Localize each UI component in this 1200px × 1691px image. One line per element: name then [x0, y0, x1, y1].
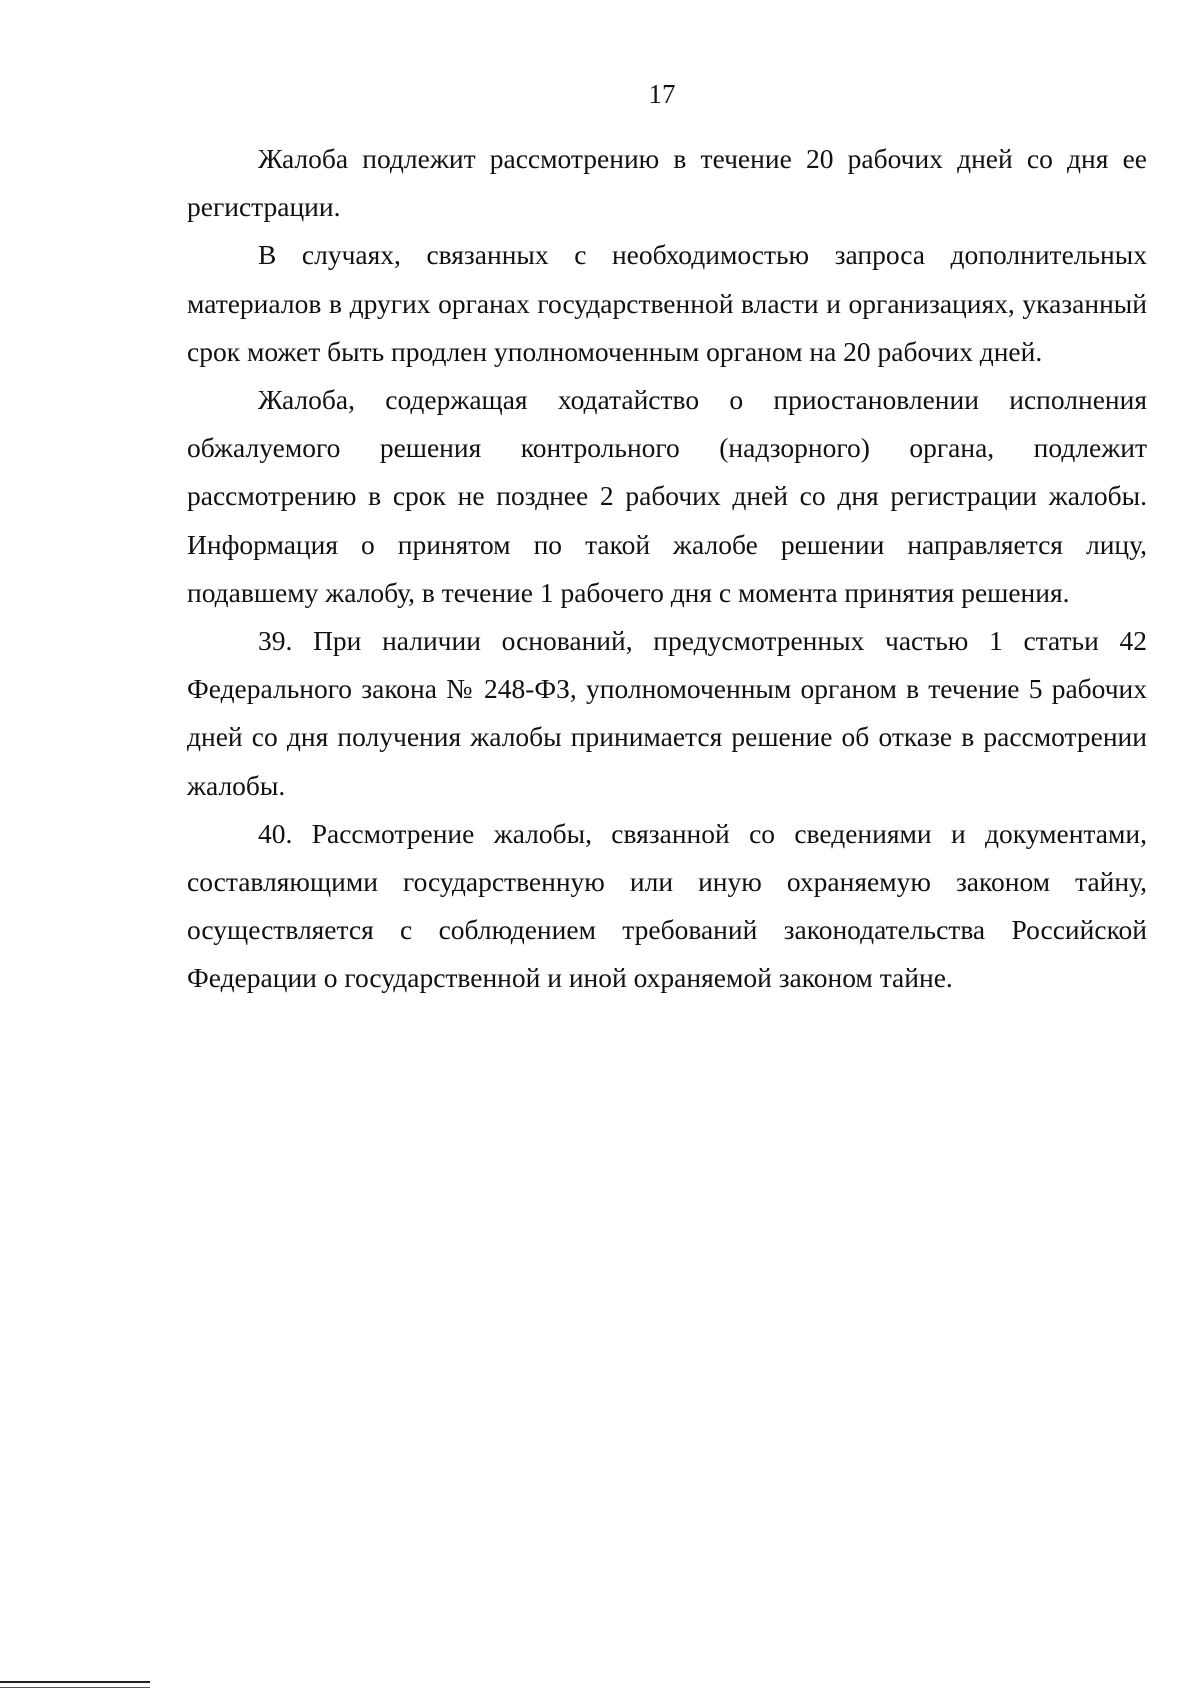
paragraph-item-40: 40. Рассмотрение жалобы, связанной со сведениями и документами, составляющими государственную или иную охраняемую законом тайну, осуществляется с соблюдением требований законодательства Российской Федерации о государственной и иной охраняемой законом тайне. — [187, 817, 1147, 994]
paragraph-item-39: 39. При наличии оснований, предусмотренных частью 1 статьи 42 Федерального закона № 248-ФЗ, уполномоченным органом в течение 5 рабочих дней со дня получения жалобы принимается решение об отказе в рассмотрении жалобы. — [187, 625, 1147, 801]
paragraph-term-extension: В случаях, связанных с необходимостью запроса дополнительных материалов в других органах государственной власти и организациях, указанный срок может быть продлен уполномоченным органом на 20 рабочих дней. — [187, 239, 1147, 367]
paragraph-suspension-request: Жалоба, содержащая ходатайство о приостановлении исполнения обжалуемого решения контрольного (надзорного) органа, подлежит рассмотрению в срок не позднее 2 рабочих дней со дня регистрации жалобы. Информация о принятом по такой жалобе решении направляется лицу, подавшему жалобу, в течение 1 рабочего дня с момента принятия решения. — [187, 384, 1147, 608]
paragraph-complaint-term: Жалоба подлежит рассмотрению в течение 20 рабочих дней со дня ее регистрации. — [187, 143, 1147, 223]
page-number: 17 — [648, 79, 676, 109]
scan-edge-line-secondary — [0, 1687, 150, 1688]
scan-edge-line — [0, 1681, 150, 1683]
document-body — [187, 135, 1147, 1003]
